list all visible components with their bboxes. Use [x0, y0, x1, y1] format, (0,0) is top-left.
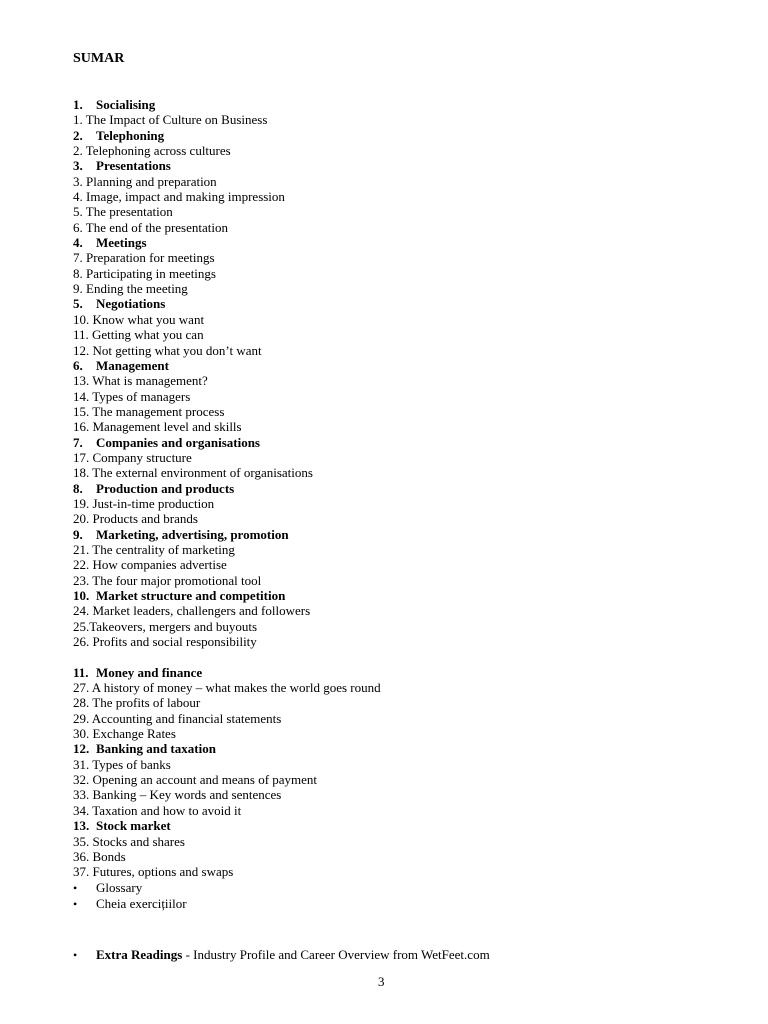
toc-entry: 19. Just-in-time production: [73, 495, 215, 511]
toc-entry: 17. Company structure: [73, 449, 192, 465]
section-title: Companies and organisations: [96, 434, 260, 450]
section-title: Negotiations: [96, 296, 166, 312]
section-number: 4.: [73, 235, 83, 251]
toc-entry: 7. Preparation for meetings: [73, 250, 215, 266]
toc-entry: 24. Market leaders, challengers and followers: [73, 603, 311, 619]
toc-entry: 26. Profits and social responsibility: [73, 634, 257, 650]
toc-entry: 11. Getting what you can: [73, 327, 204, 343]
section-title: Meetings: [96, 235, 147, 251]
section-number: 7.: [73, 434, 83, 450]
toc-entry: 20. Products and brands: [73, 511, 198, 527]
toc-entry: 16. Management level and skills: [73, 419, 242, 435]
section-heading: [73, 527, 381, 542]
section-title: Money and finance: [96, 664, 203, 680]
toc-entry: 28. The profits of labour: [73, 695, 201, 711]
section-number: 12.: [73, 741, 90, 757]
section-number: 10.: [73, 588, 90, 603]
section-heading: [73, 296, 381, 311]
toc-entry: 13. What is management?: [73, 373, 208, 389]
section-number: 9.: [73, 526, 83, 542]
table-of-contents: [73, 97, 381, 913]
list-item: [73, 880, 381, 897]
toc-entry: 9. Ending the meeting: [73, 281, 188, 297]
section-heading: [73, 665, 381, 680]
section-number: 1.: [73, 97, 83, 112]
toc-entry: 14. Types of managers: [73, 388, 191, 404]
section-heading: [73, 435, 381, 450]
section-title: Market structure and competition: [96, 588, 286, 603]
section-heading: [73, 741, 381, 756]
toc-entry: 35. Stocks and shares: [73, 833, 185, 849]
bullet-text: Glossary: [96, 879, 143, 895]
toc-entry: 34. Taxation and how to avoid it: [73, 802, 242, 818]
section-title: Telephoning: [96, 127, 165, 143]
section-number: 2.: [73, 127, 83, 143]
section-number: 5.: [73, 296, 83, 312]
toc-entry: 29. Accounting and financial statements: [73, 710, 282, 726]
section-number: 13.: [73, 818, 90, 834]
section-heading: [73, 481, 381, 496]
toc-entry: 37. Futures, options and swaps: [73, 864, 234, 880]
section-heading: [73, 235, 381, 250]
section-title: Socialising: [96, 97, 156, 112]
toc-entry: 15. The management process: [73, 403, 225, 419]
toc-entry: 32. Opening an account and means of payment: [73, 772, 318, 788]
toc-entry: 22. How companies advertise: [73, 557, 227, 573]
section-title: Presentations: [96, 158, 171, 174]
toc-entry: 2. Telephoning across cultures: [73, 143, 231, 159]
extra-readings-title: Extra Readings: [96, 947, 183, 962]
section-heading: [73, 358, 381, 373]
toc-entry: 1. The Impact of Culture on Business: [73, 112, 268, 128]
toc-entry: 31. Types of banks: [73, 756, 171, 772]
toc-entry: 21. The centrality of marketing: [73, 541, 235, 557]
bullet-icon: •: [73, 948, 78, 962]
toc-entry: 18. The external environment of organisations: [73, 465, 313, 481]
toc-entry: 27. A history of money – what makes the world goes round: [73, 680, 381, 696]
page-number: 3: [378, 974, 385, 989]
section-heading: [73, 128, 381, 143]
toc-entry: 3. Planning and preparation: [73, 173, 217, 189]
bullet-text: Cheia exercițiilor: [96, 896, 187, 912]
section-title: Banking and taxation: [96, 741, 216, 757]
bullet-icon: •: [73, 880, 78, 895]
section-number: 11.: [73, 664, 89, 680]
toc-entry: 5. The presentation: [73, 204, 173, 220]
section-number: 3.: [73, 158, 83, 174]
section-heading: [73, 588, 381, 603]
toc-entry: 25.Takeovers, mergers and buyouts: [73, 618, 258, 634]
toc-entry: 23. The four major promotional tool: [73, 572, 262, 588]
toc-entry: 12. Not getting what you don’t want: [73, 342, 262, 358]
section-heading: [73, 97, 381, 112]
toc-entry: 4. Image, impact and making impression: [73, 189, 285, 205]
toc-entry: 33. Banking – Key words and sentences: [73, 787, 282, 803]
extra-readings-text: - Industry Profile and Career Overview from WetFeet.com: [182, 947, 490, 962]
section-title: Stock market: [96, 818, 171, 834]
section-heading: [73, 158, 381, 173]
page-title: SUMAR: [73, 51, 125, 66]
section-number: 6.: [73, 357, 83, 373]
toc-entry: 30. Exchange Rates: [73, 726, 176, 742]
toc-entry: 8. Participating in meetings: [73, 265, 216, 281]
toc-entry: 36. Bonds: [73, 848, 126, 864]
extra-readings: [73, 946, 490, 964]
section-number: 8.: [73, 480, 83, 496]
bullet-icon: •: [73, 897, 78, 912]
spacer: [73, 649, 381, 664]
section-title: Production and products: [96, 480, 235, 496]
section-title: Management: [96, 357, 169, 373]
toc-entry: 10. Know what you want: [73, 311, 205, 327]
section-title: Marketing, advertising, promotion: [96, 526, 289, 542]
section-heading: [73, 818, 381, 833]
toc-entry: 6. The end of the presentation: [73, 219, 228, 235]
list-item: [73, 896, 381, 913]
